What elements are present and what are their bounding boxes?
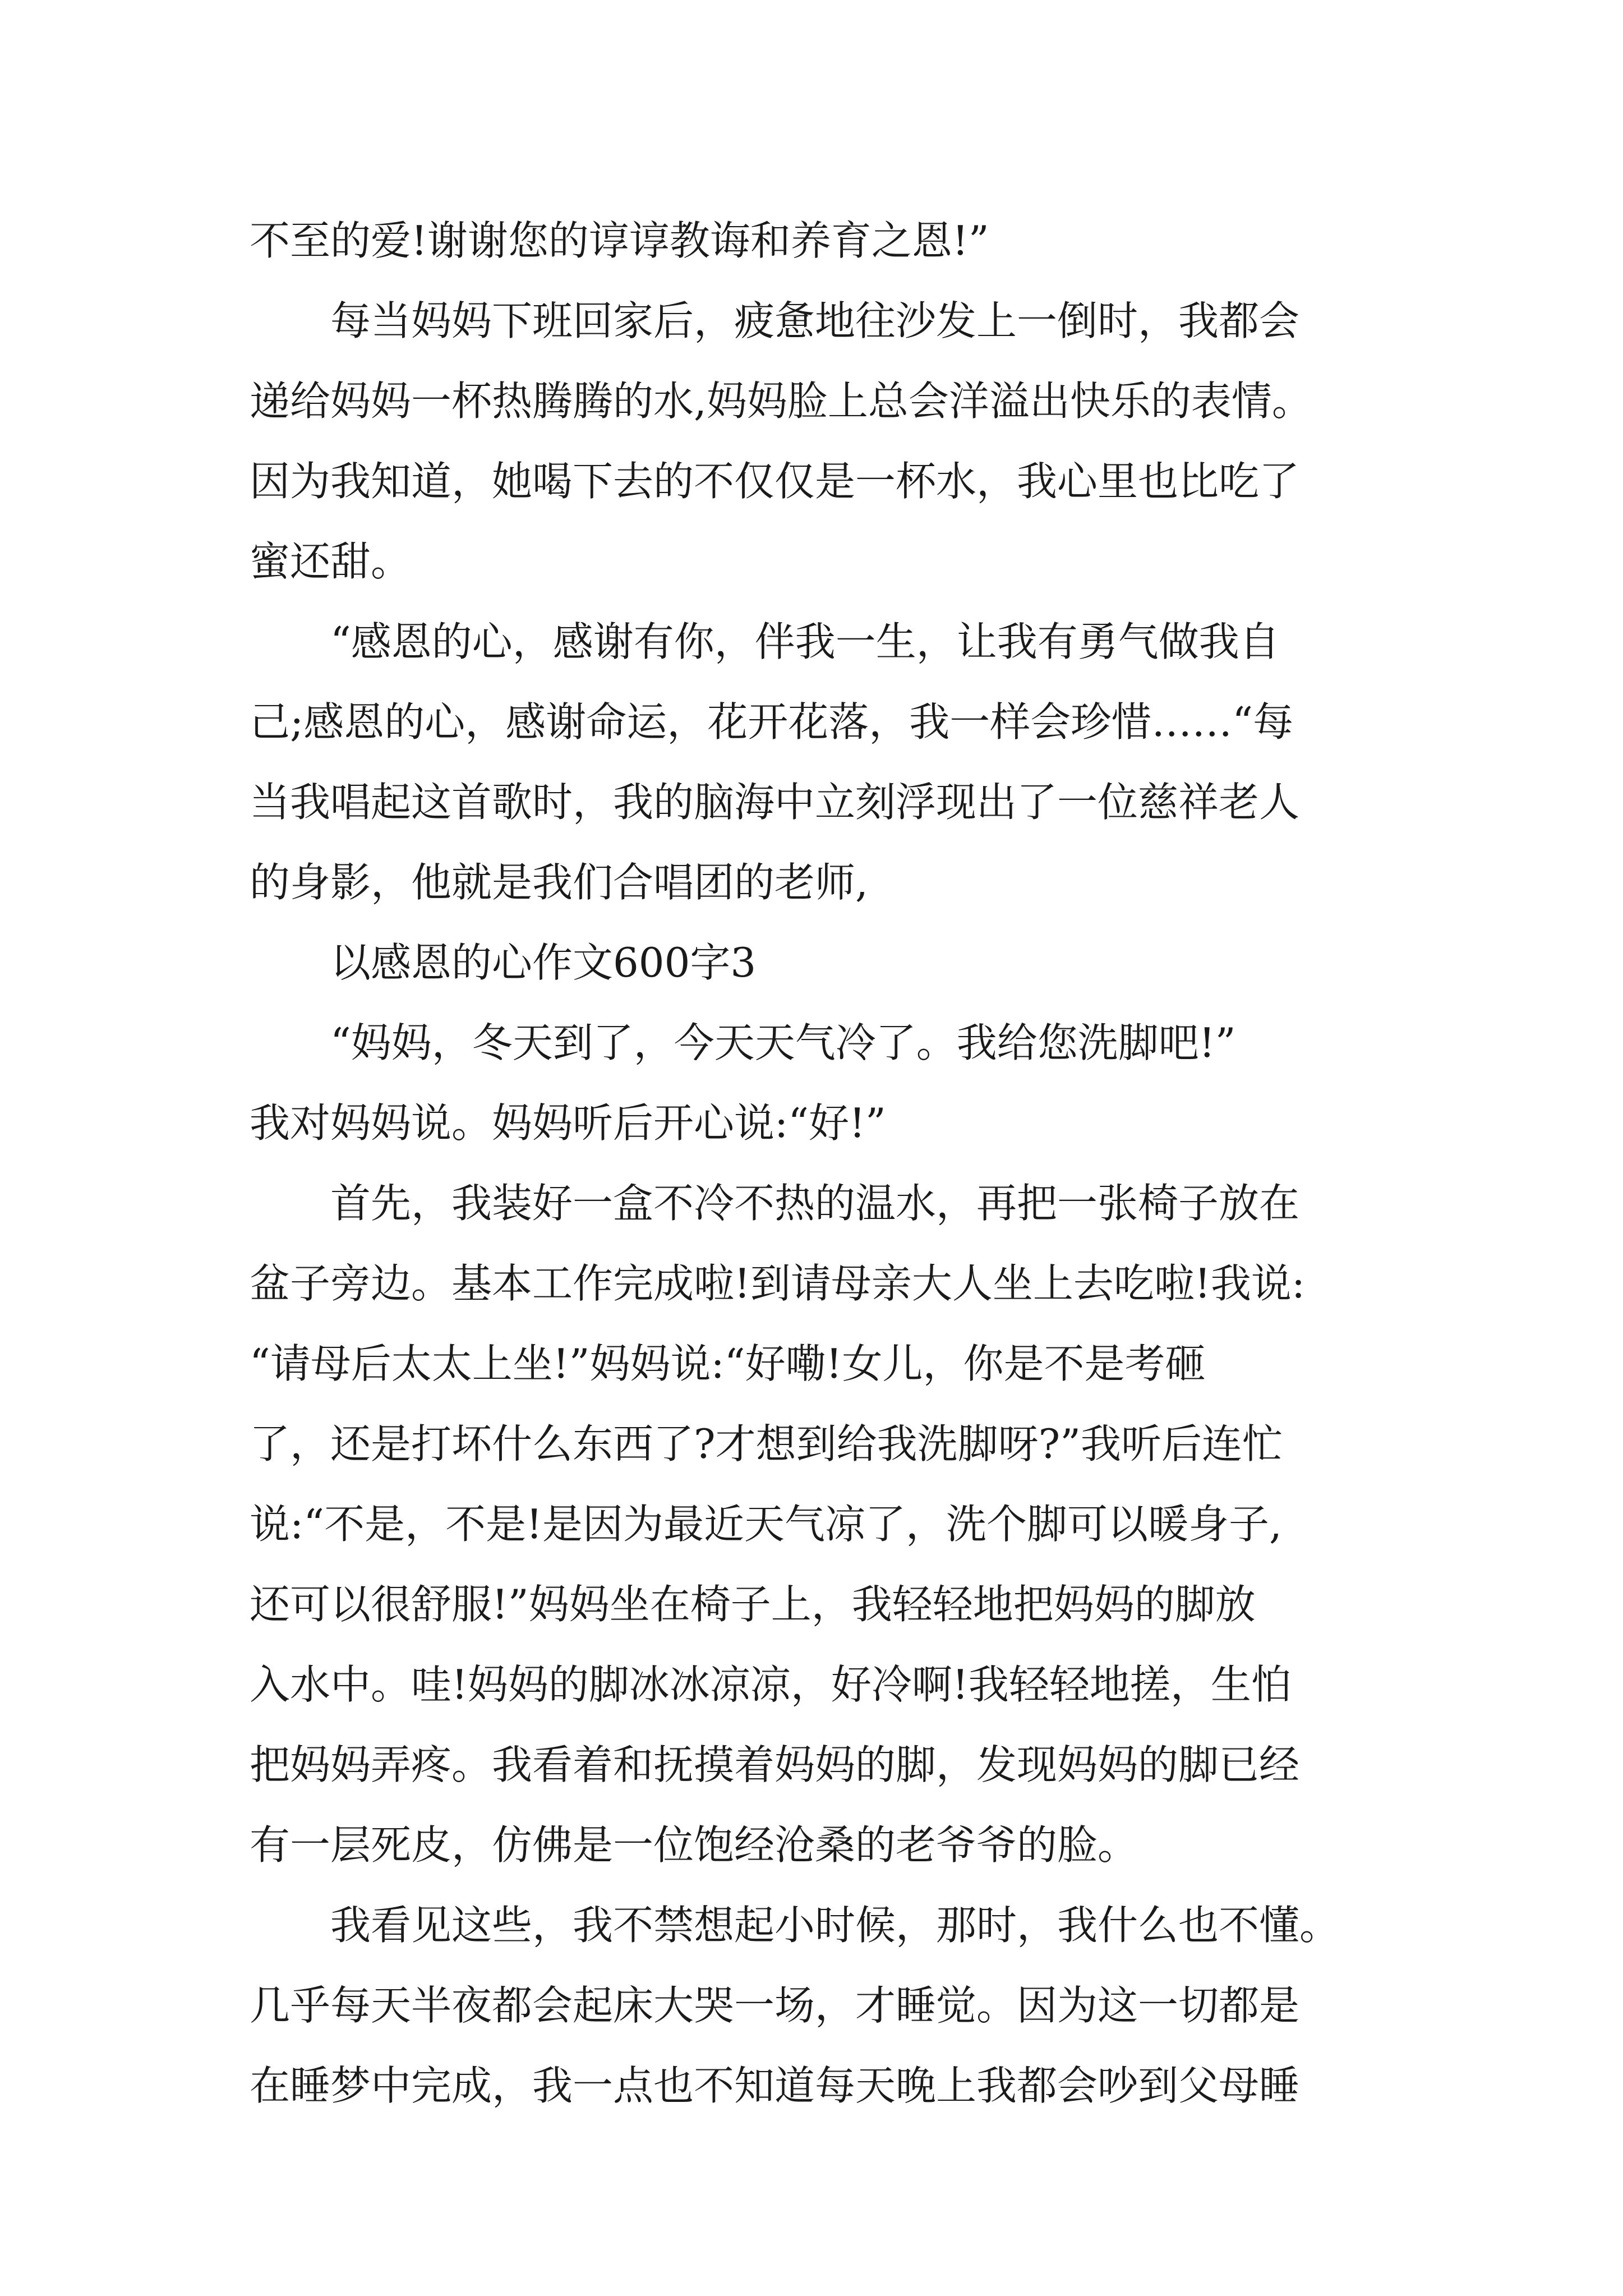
text-line: 因为我知道，她喝下去的不仅仅是一杯水，我心里也比吃了 <box>250 458 1300 505</box>
text-line: 盆子旁边。基本工作完成啦!到请母亲大人坐上去吃啦!我说: <box>250 1260 1306 1307</box>
text-line: 了，还是打坏什么东西了?才想到给我洗脚呀?”我听后连忙 <box>250 1420 1283 1467</box>
text-line: 递给妈妈一杯热腾腾的水,妈妈脸上总会洋溢出快乐的表情。 <box>250 378 1312 425</box>
text-line: 以感恩的心作文600字3 <box>330 939 757 986</box>
text-line: 己;感恩的心，感谢命运，花开花落，我一样会珍惜……“每 <box>250 698 1294 746</box>
text-line: 首先，我装好一盒不冷不热的温水，再把一张椅子放在 <box>330 1180 1300 1227</box>
text-line: 的身影，他就是我们合唱团的老师, <box>250 859 868 906</box>
text-line: 把妈妈弄疼。我看着和抚摸着妈妈的脚，发现妈妈的脚已经 <box>250 1741 1300 1788</box>
text-line: 我对妈妈说。妈妈听后开心说:“好!” <box>250 1099 886 1147</box>
text-line: 在睡梦中完成，我一点也不知道每天晚上我都会吵到父母睡 <box>250 2062 1300 2109</box>
text-line: 不至的爱!谢谢您的谆谆教诲和养育之恩!” <box>250 217 989 264</box>
text-line: “请母后太太上坐!”妈妈说:“好嘞!女儿，你是不是考砸 <box>250 1340 1206 1387</box>
text-line: 说:“不是，不是!是因为最近天气凉了，洗个脚可以暖身子, <box>250 1501 1282 1548</box>
text-line: 蜜还甜。 <box>250 538 412 585</box>
text-line: 当我唱起这首歌时，我的脑海中立刻浮现出了一位慈祥老人 <box>250 779 1300 826</box>
text-line: “妈妈，冬天到了，今天天气冷了。我给您洗脚吧!” <box>330 1019 1236 1066</box>
text-line: 每当妈妈下班回家后，疲惫地往沙发上一倒时，我都会 <box>330 297 1300 344</box>
text-line: 几乎每天半夜都会起床大哭一场，才睡觉。因为这一切都是 <box>250 1982 1300 2029</box>
text-line: 入水中。哇!妈妈的脚冰冰凉凉，好冷啊!我轻轻地搓，生怕 <box>250 1661 1292 1708</box>
text-line: 我看见这些，我不禁想起小时候，那时，我什么也不懂。 <box>330 1902 1340 1949</box>
text-line: 有一层死皮，仿佛是一位饱经沧桑的老爷爷的脸。 <box>250 1821 1138 1869</box>
text-line: “感恩的心，感谢有你，伴我一生，让我有勇气做我自 <box>330 618 1280 665</box>
text-line: 还可以很舒服!”妈妈坐在椅子上，我轻轻地把妈妈的脚放 <box>250 1581 1256 1628</box>
document-body <box>250 201 1433 2126</box>
